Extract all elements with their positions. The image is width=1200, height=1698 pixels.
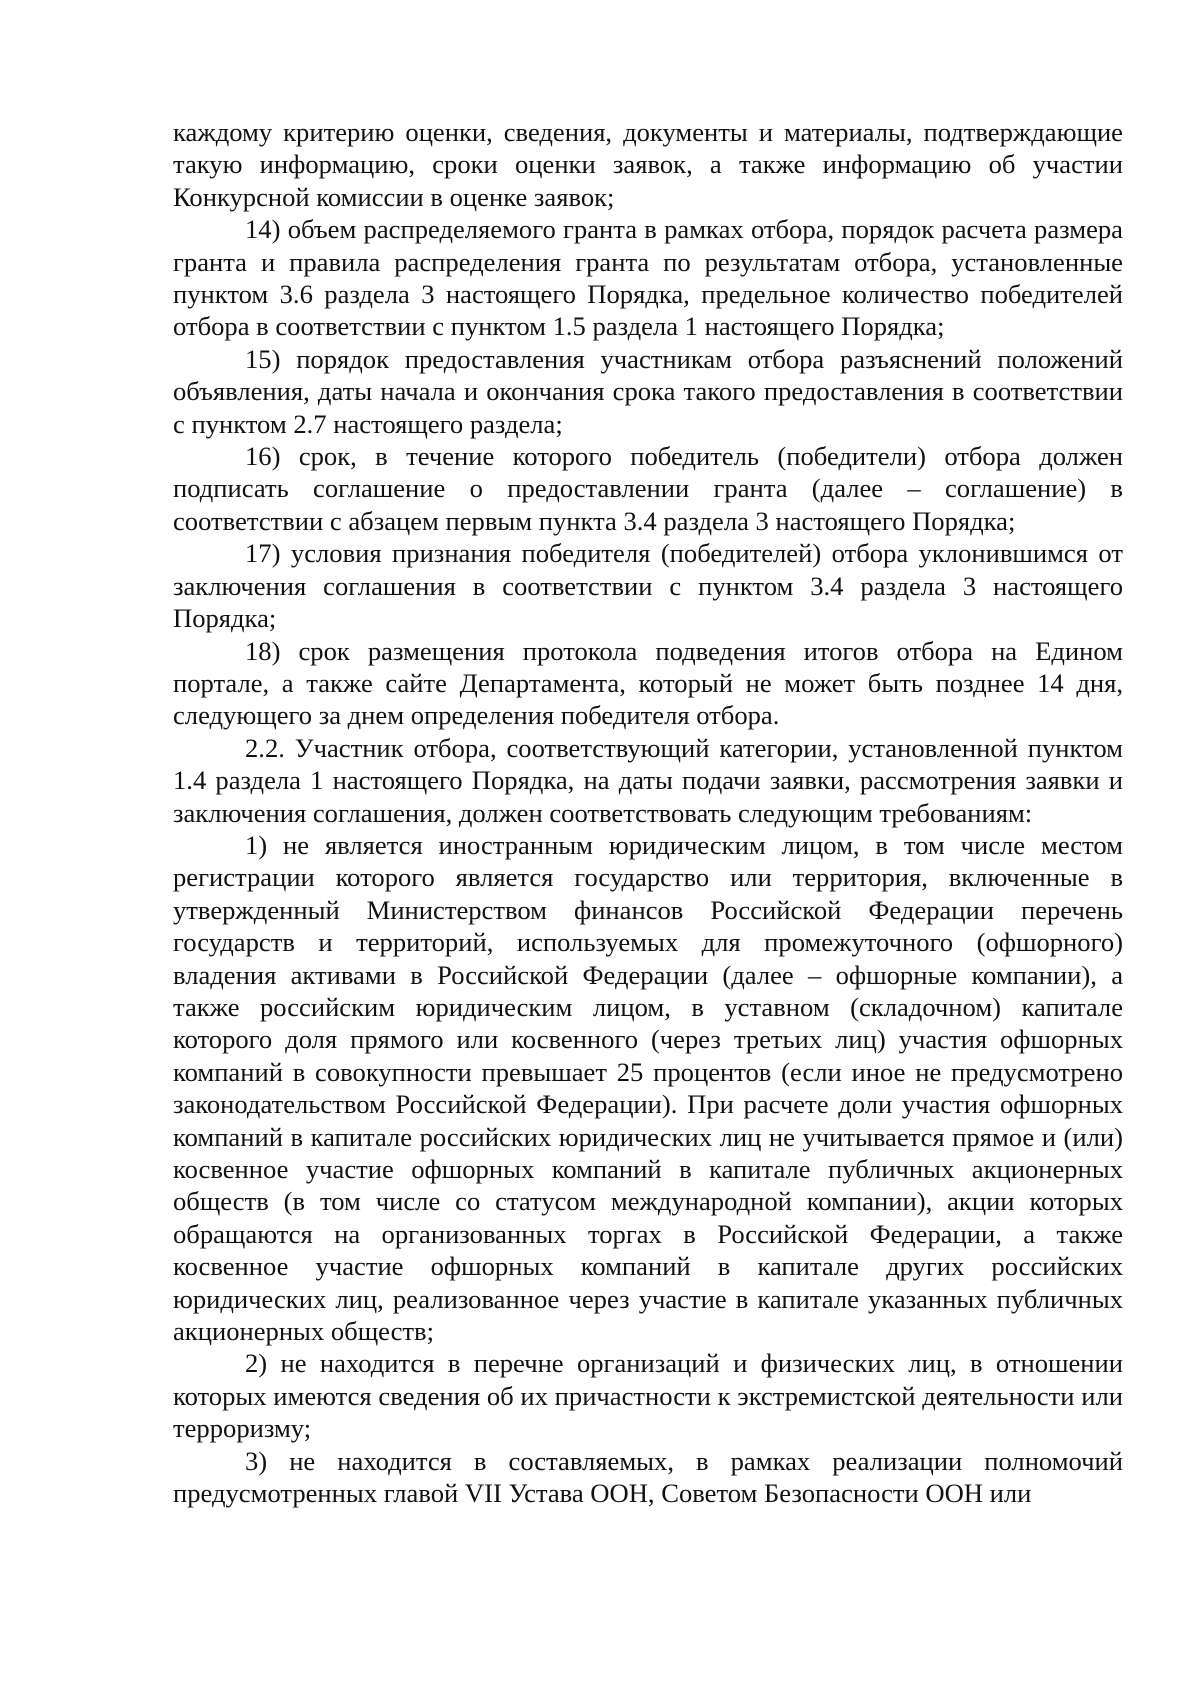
paragraph-requirement-1: 1) не является иностранным юридическим лицом, в том числе местом регистрации которого является государство или территория, включенные в утвержденный Министерством финансов Российской Федерации перечень государств и территорий, используемых для промежуточного (офшорного) владения активами в Российской Федерации (далее – офшорные компании), а также российским юридическим лицом, в уставном (складочном) капитале которого доля прямого или косвенного (через третьих лиц) участия офшорных компаний в совокупности превышает 25 процентов (если иное не предусмотрено законодательством Российской Федерации). При расчете доли участия офшорных компаний в капитале российских юридических лиц не учитывается прямое и (или) косвенное участие офшорных компаний в капитале публичных акционерных обществ (в том числе со статусом международной компании), акции которых обращаются на организованных торгах в Российской Федерации, а также косвенное участие офшорных компаний в капитале других российских юридических лиц, реализованное через участие в капитале указанных публичных акционерных обществ;: [173, 829, 1123, 1347]
paragraph-requirement-2: 2) не находится в перечне организаций и физических лиц, в отношении которых имеются сведения об их причастности к экстремистской деятельности или терроризму;: [173, 1348, 1123, 1444]
paragraph-item-14: 14) объем распределяемого гранта в рамках отбора, порядок расчета размера гранта и правила распределения гранта по результатам отбора, установленные пунктом 3.6 раздела 3 настоящего Порядка, предельное количество победителей отбора в соответствии с пунктом 1.5 раздела 1 настоящего Порядка;: [173, 214, 1123, 342]
paragraph-item-16: 16) срок, в течение которого победитель (победители) отбора должен подписать соглашение о предоставлении гранта (далее – соглашение) в соответствии с абзацем первым пункта 3.4 раздела 3 настоящего Порядка;: [173, 441, 1123, 536]
document-body: [173, 116, 1123, 1509]
paragraph-continuation: каждому критерию оценки, сведения, документы и материалы, подтверждающие такую информацию, сроки оценки заявок, а также информацию об участии Конкурсной комиссии в оценке заявок;: [173, 117, 1123, 212]
paragraph-requirement-3: 3) не находится в составляемых, в рамках реализации полномочий предусмотренных главой VII Устава ООН, Советом Безопасности ООН или: [173, 1445, 1123, 1509]
paragraph-section-2-2: 2.2. Участник отбора, соответствующий категории, установленной пунктом 1.4 раздела 1 настоящего Порядка, на даты подачи заявки, рассмотрения заявки и заключения соглашения, должен соответствовать следующим требованиям:: [173, 732, 1123, 828]
paragraph-item-18: 18) срок размещения протокола подведения итогов отбора на Едином портале, а также сайте Департамента, который не может быть позднее 14 дня, следующего за днем определения победителя отбора.: [173, 635, 1123, 731]
paragraph-item-17: 17) условия признания победителя (победителей) отбора уклонившимся от заключения соглашения в соответствии с пунктом 3.4 раздела 3 настоящего Порядка;: [173, 538, 1123, 634]
paragraph-item-15: 15) порядок предоставления участникам отбора разъяснений положений объявления, даты начала и окончания срока такого предоставления в соответствии с пунктом 2.7 настоящего раздела;: [173, 343, 1123, 439]
